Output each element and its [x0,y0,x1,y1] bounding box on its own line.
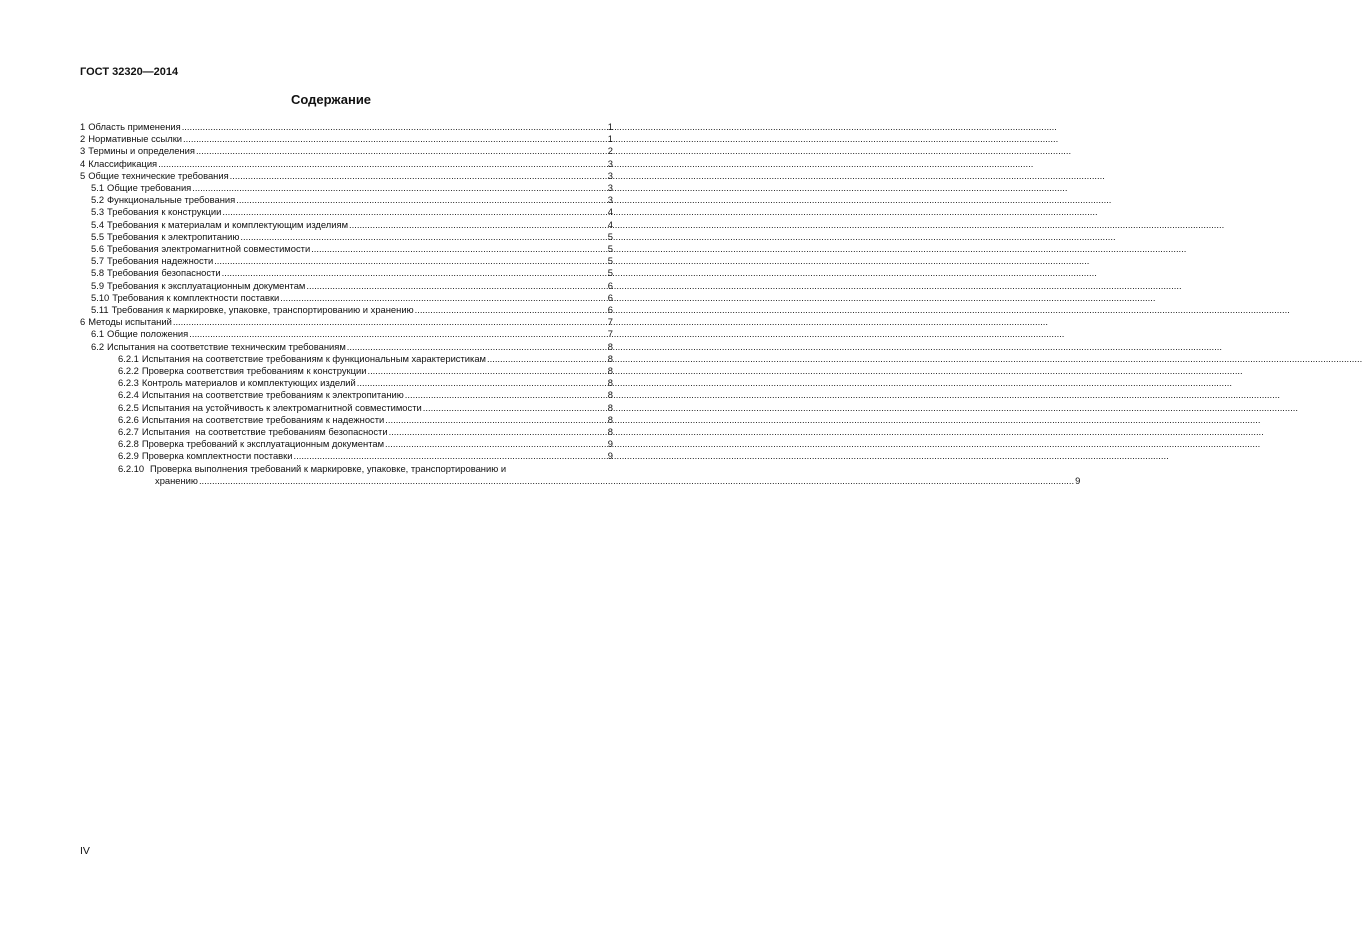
toc-entry-number: 6.2.5 [118,401,139,413]
toc-entry-page: 8 [607,389,613,401]
toc-entry-page: 6 [607,291,613,303]
toc-entry-label: Требования к электропитанию [107,230,240,242]
toc-entry-number: 5.11 [91,304,109,316]
toc-leader-dots [389,426,607,438]
toc-entry-page: 9 [1075,474,1081,486]
toc-entry[interactable] [80,316,613,328]
toc-entry[interactable] [80,353,613,365]
toc-entry-label: Испытания на соответствие требованиям к электропитанию [141,389,404,401]
toc-leader-dots [196,145,607,157]
toc-entry[interactable] [80,133,613,145]
toc-entry-label: Требования электромагнитной совместимости [107,243,311,255]
toc-entry-label: Общие положения [107,328,189,340]
toc-entry-number: 6.1 [91,328,105,340]
toc-entry-label: Функциональные требования [107,194,236,206]
toc-entry[interactable] [80,292,613,304]
toc-entry[interactable] [80,377,613,389]
toc-entry-number: 5.2 [91,194,105,206]
toc-leader-dots [173,316,607,328]
page-number: IV [80,845,90,857]
toc-title: Содержание [290,92,372,107]
toc-entry-label: Испытания на устойчивость к электромагнитной совместимости [141,401,422,413]
toc-entry-page: 4 [607,218,613,230]
toc-entry[interactable] [80,438,613,450]
toc-entry-number: 5.9 [91,279,105,291]
toc-entry-page: 9 [607,438,613,450]
toc-entry-page: 9 [607,450,613,462]
toc-entry-page: 7 [607,316,613,328]
toc-leader-dots [182,121,607,133]
toc-entry-page: 2 [607,145,613,157]
toc-entry-number: 6.2.8 [118,438,139,450]
toc-leader-dots [385,438,607,450]
toc-entry[interactable] [80,145,613,157]
toc-entry-label: Область применения [88,121,181,132]
toc-entry-number: 5.3 [91,206,105,218]
toc-entry-label: Испытания на соответствие требованиям безопасности [141,426,388,438]
toc-leader-dots [294,450,607,462]
toc-entry[interactable] [80,121,613,133]
toc-entry-label: Требования к комплектности поставки [112,291,280,303]
toc-entry-label: Требования к материалам и комплектующим изделиям [107,218,349,230]
toc-entry-number: 6 [80,316,86,328]
toc-leader-dots [306,280,606,292]
toc-entry-number: 6.2 [91,340,105,352]
toc-leader-dots [183,133,607,145]
toc-leader-dots [357,377,607,389]
toc-entry-page: 8 [607,340,613,352]
toc-entry-number: 5.4 [91,218,105,230]
toc-entry[interactable] [80,328,613,340]
toc-leader-dots [347,341,607,353]
toc-entry-label: хранению [155,474,198,486]
document-code: ГОСТ 32320—2014 [80,66,179,78]
toc-leader-dots [158,158,607,170]
toc-leader-dots [385,414,607,426]
toc-entry-number: 6.2.9 [118,450,139,462]
toc-entry[interactable] [80,170,613,182]
toc-entry[interactable] [80,450,613,462]
toc-entry-label: Испытания на соответствие требованиям к функциональным характеристикам [141,352,486,364]
toc-leader-dots [230,170,607,182]
toc-leader-dots [405,389,607,401]
toc-entry-number: 5.1 [91,182,105,194]
toc-entry[interactable] [80,158,613,170]
toc-leader-dots [199,475,1074,487]
toc-entry-label: Классификация [88,157,158,169]
toc-entry-number: 5 [80,169,86,181]
toc-entry-label: Проверка комплектности поставки [141,450,293,462]
toc-entry-page: 3 [607,194,613,206]
toc-entry-page: 8 [607,401,613,413]
toc-entry-page: 5 [607,255,613,267]
toc-entry-label: Требования к конструкции [107,206,222,218]
toc-entry-number: 6.2.2 [118,365,139,377]
toc-entry[interactable] [80,280,613,292]
toc-entry-number: 6.2.1 [118,352,139,364]
toc-entry-number: 5.8 [91,267,105,279]
toc-entry[interactable] [80,255,613,267]
toc-entry-page: 8 [607,377,613,389]
toc-entry-number: 5.10 [91,291,110,303]
toc-entry[interactable] [80,365,613,377]
toc-entry-page: 3 [607,182,613,194]
toc-entry[interactable] [80,426,613,438]
toc-entry-number: 5.7 [91,255,105,267]
table-of-contents [80,121,1081,487]
toc-entry-page: 5 [607,267,613,279]
toc-entry-page: 3 [607,169,613,181]
toc-leader-dots [487,353,607,365]
toc-entry-label: Проверка соответствия требованиям к конструкции [141,365,367,377]
toc-entry-number: 4 [80,157,86,169]
toc-leader-dots [349,219,607,231]
toc-entry[interactable] [80,402,613,414]
toc-leader-dots [222,206,606,218]
toc-entry-label: Методы испытаний [88,316,172,328]
toc-entry[interactable] [80,194,613,206]
toc-entry-number: 3 [80,145,86,157]
toc-entry-page: 1 [607,121,613,132]
toc-entry-label: Испытания на соответствие техническим требованиям [107,340,346,352]
toc-leader-dots [189,328,607,340]
toc-leader-dots [236,194,607,206]
toc-leader-dots [240,231,606,243]
toc-entry-page: 7 [607,328,613,340]
toc-leader-dots [423,402,607,414]
toc-entry-number: 1 [80,121,86,132]
toc-entry-label: Требования к маркировке, упаковке, транспортированию и хранению [111,304,414,316]
toc-entry-page: 8 [607,365,613,377]
toc-entry[interactable] [80,414,613,426]
toc-entry-number: 5.5 [91,230,105,242]
toc-entry-number: 5.6 [91,243,105,255]
toc-leader-dots [311,243,607,255]
toc-entry[interactable] [80,462,1081,487]
toc-entry-label: Испытания на соответствие требованиям к надежности [141,413,385,425]
toc-entry-label: Термины и определения [88,145,195,157]
toc-entry-number: 6.2.3 [118,377,139,389]
toc-entry-label: Общие требования [107,182,192,194]
toc-entry[interactable] [80,304,613,316]
toc-entry-label: Требования безопасности [107,267,221,279]
toc-leader-dots [192,182,607,194]
toc-entry[interactable] [80,206,613,218]
toc-entry[interactable] [80,243,613,255]
toc-entry-number: 2 [80,133,86,145]
toc-entry-page: 5 [607,243,613,255]
toc-leader-dots [222,267,607,279]
toc-leader-dots [415,304,607,316]
toc-entry-number: 6.2.6 [118,413,139,425]
toc-entry[interactable] [80,267,613,279]
toc-entry-label: Нормативные ссылки [88,133,183,145]
toc-entry-number: 6.2.4 [118,389,139,401]
toc-entry-page: 8 [607,352,613,364]
toc-entry-label: Общие технические требования [88,169,229,181]
toc-entry-page: 5 [607,230,613,242]
toc-entry-page: 1 [607,133,613,145]
toc-entry-label: Проверка выполнения требований к маркировке, упаковке, транспортированию и [150,462,507,474]
toc-entry-page: 8 [607,413,613,425]
toc-leader-dots [280,292,606,304]
toc-entry-page: 3 [607,157,613,169]
toc-leader-dots [214,255,607,267]
toc-entry-page: 6 [607,279,613,291]
toc-entry[interactable] [80,389,613,401]
toc-leader-dots [367,365,606,377]
toc-entry[interactable] [80,341,613,353]
toc-entry-page: 4 [607,206,613,218]
toc-entry-page: 6 [607,304,613,316]
toc-entry-number: 6.2.10 [118,462,145,474]
toc-entry[interactable] [80,182,613,194]
toc-entry[interactable] [80,231,613,243]
toc-entry-label: Проверка требований к эксплуатационным документам [141,438,385,450]
toc-entry-label: Требования надежности [107,255,214,267]
toc-entry-label: Требования к эксплуатационным документам [107,279,306,291]
toc-entry-number: 6.2.7 [118,426,139,438]
toc-entry-page: 8 [607,426,613,438]
toc-entry[interactable] [80,219,613,231]
toc-entry-label: Контроль материалов и комплектующих изделий [141,377,356,389]
